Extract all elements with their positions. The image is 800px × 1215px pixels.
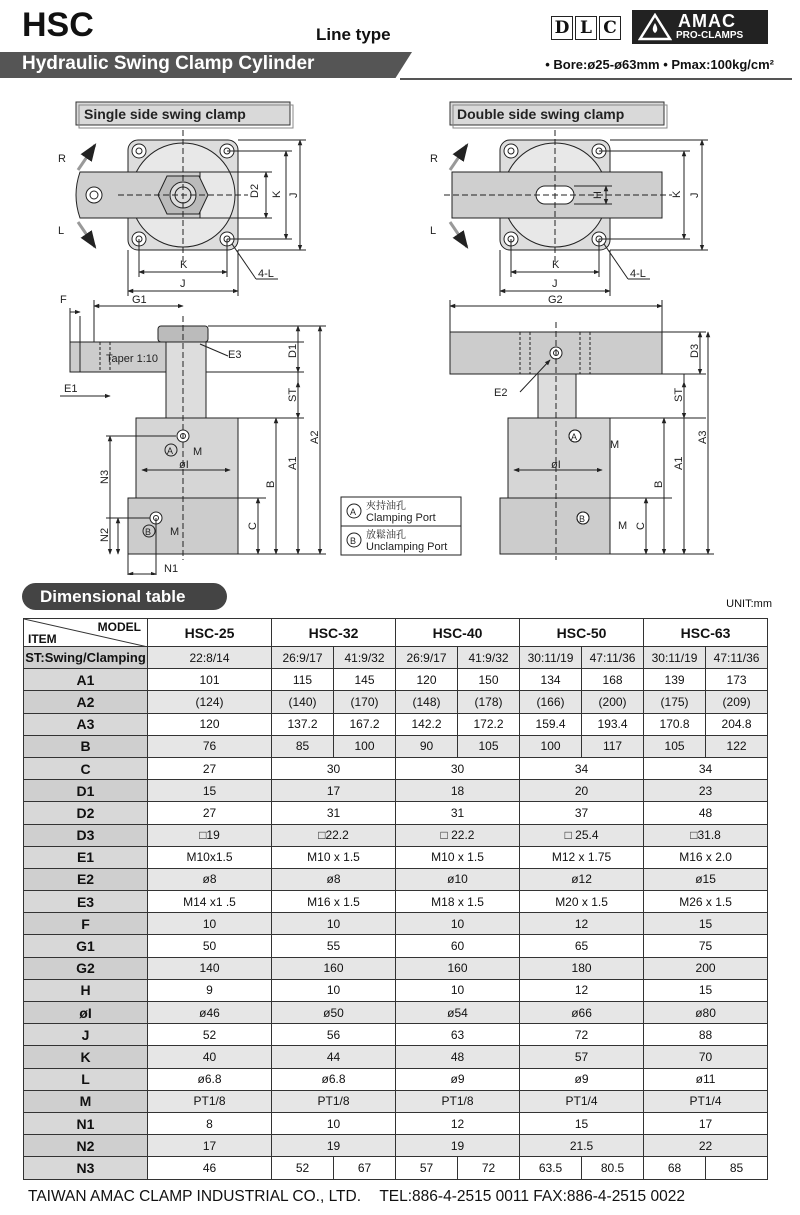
product-code: HSC xyxy=(22,6,94,44)
item-label: E3 xyxy=(24,891,148,913)
table-cell: M16 x 2.0 xyxy=(644,846,768,868)
table-cell: 173 xyxy=(706,669,768,691)
svg-text:G2: G2 xyxy=(548,294,563,306)
model-header: HSC-63 xyxy=(644,619,768,647)
table-cell: 46 xyxy=(148,1157,272,1179)
item-label: L xyxy=(24,1068,148,1090)
svg-text:J: J xyxy=(552,278,558,290)
table-cell: PT1/8 xyxy=(272,1090,396,1112)
svg-text:A1: A1 xyxy=(287,456,299,470)
table-cell: 168 xyxy=(582,669,644,691)
table-cell: 180 xyxy=(520,957,644,979)
svg-text:K: K xyxy=(180,259,188,271)
svg-text:G1: G1 xyxy=(132,294,147,306)
table-cell: 204.8 xyxy=(706,713,768,735)
brand-name: AMAC xyxy=(678,11,736,31)
table-cell: 72 xyxy=(520,1024,644,1046)
item-label: A2 xyxy=(24,691,148,713)
contact-info: TEL:886-4-2515 0011 FAX:886-4-2515 0022 xyxy=(379,1188,685,1205)
table-cell: 37 xyxy=(520,802,644,824)
table-cell: 10 xyxy=(272,1112,396,1134)
table-cell: 8 xyxy=(148,1112,272,1134)
svg-text:Clamping Port: Clamping Port xyxy=(366,512,436,524)
table-cell: □22.2 xyxy=(272,824,396,846)
svg-text:A2: A2 xyxy=(309,430,321,444)
item-label: J xyxy=(24,1024,148,1046)
table-cell: 27 xyxy=(148,757,272,779)
svg-text:H: H xyxy=(592,191,604,199)
table-cell: 50 xyxy=(148,935,272,957)
table-cell: 27 xyxy=(148,802,272,824)
svg-text:E3: E3 xyxy=(228,349,242,361)
table-cell: 170.8 xyxy=(644,713,706,735)
svg-text:A: A xyxy=(167,446,174,456)
item-label: G2 xyxy=(24,957,148,979)
svg-text:J: J xyxy=(180,278,186,290)
item-label: B xyxy=(24,735,148,757)
table-row xyxy=(24,913,768,935)
table-cell: ø8 xyxy=(272,868,396,890)
svg-text:M: M xyxy=(170,526,180,538)
svg-text:夾持油孔: 夾持油孔 xyxy=(366,501,406,512)
svg-text:M: M xyxy=(618,520,628,532)
table-cell: 167.2 xyxy=(334,713,396,735)
table-cell: M10x1.5 xyxy=(148,846,272,868)
table-cell: 15 xyxy=(644,979,768,1001)
svg-text:B: B xyxy=(265,480,277,488)
table-cell: 200 xyxy=(644,957,768,979)
table-cell: 17 xyxy=(272,780,396,802)
table-row xyxy=(24,891,768,913)
svg-text:A1: A1 xyxy=(673,456,685,470)
table-cell: 80.5 xyxy=(582,1157,644,1179)
table-cell: ø50 xyxy=(272,1002,396,1024)
table-cell: 117 xyxy=(582,735,644,757)
table-cell: ø66 xyxy=(520,1002,644,1024)
table-cell: □ 25.4 xyxy=(520,824,644,846)
footer xyxy=(28,1188,685,1206)
table-cell: 10 xyxy=(396,913,520,935)
table-row xyxy=(24,1068,768,1090)
svg-text:B: B xyxy=(145,527,152,537)
double-title: Double side swing clamp xyxy=(457,106,625,122)
dlc-logo xyxy=(551,16,621,40)
table-cell: 23 xyxy=(644,780,768,802)
table-row xyxy=(24,824,768,846)
svg-text:M: M xyxy=(610,439,620,451)
table-cell: PT1/4 xyxy=(520,1090,644,1112)
table-cell: 15 xyxy=(148,780,272,802)
item-label: K xyxy=(24,1046,148,1068)
table-row xyxy=(24,780,768,802)
table-cell: 21.5 xyxy=(520,1135,644,1157)
technical-drawing xyxy=(0,95,800,575)
spec-text: • Bore:ø25-ø63mm • Pmax:100kg/cm² xyxy=(545,57,774,72)
table-cell: 31 xyxy=(396,802,520,824)
table-cell: 85 xyxy=(272,735,334,757)
company-name: TAIWAN AMAC CLAMP INDUSTRIAL CO., LTD. xyxy=(28,1188,362,1205)
table-cell: 105 xyxy=(458,735,520,757)
table-cell: 159.4 xyxy=(520,713,582,735)
item-label: A1 xyxy=(24,669,148,691)
table-cell: 19 xyxy=(272,1135,396,1157)
table-row xyxy=(24,802,768,824)
model-header: HSC-50 xyxy=(520,619,644,647)
table-cell: 100 xyxy=(334,735,396,757)
item-label: E2 xyxy=(24,868,148,890)
svg-text:C: C xyxy=(635,522,647,530)
table-cell: 12 xyxy=(520,979,644,1001)
table-cell: PT1/8 xyxy=(148,1090,272,1112)
table-cell: ø80 xyxy=(644,1002,768,1024)
table-cell: □19 xyxy=(148,824,272,846)
table-cell: 22 xyxy=(644,1135,768,1157)
table-cell: 134 xyxy=(520,669,582,691)
table-cell: 88 xyxy=(644,1024,768,1046)
item-label: N3 xyxy=(24,1157,148,1179)
table-cell: 85 xyxy=(706,1157,768,1179)
table-cell: 19 xyxy=(396,1135,520,1157)
table-cell: ø10 xyxy=(396,868,520,890)
item-label: F xyxy=(24,913,148,935)
table-cell: M26 x 1.5 xyxy=(644,891,768,913)
table-row xyxy=(24,1024,768,1046)
svg-text:ST: ST xyxy=(287,387,299,402)
unit-label: UNIT:mm xyxy=(726,598,772,610)
table-cell: (178) xyxy=(458,691,520,713)
double-top-view xyxy=(444,130,708,296)
svg-text:øI: øI xyxy=(179,459,189,471)
table-row xyxy=(24,846,768,868)
table-cell: (209) xyxy=(706,691,768,713)
table-cell: ø6.8 xyxy=(148,1068,272,1090)
table-cell: 20 xyxy=(520,780,644,802)
table-cell: 63 xyxy=(396,1024,520,1046)
table-cell: 90 xyxy=(396,735,458,757)
table-row xyxy=(24,1157,768,1179)
svg-text:A: A xyxy=(571,432,578,442)
table-cell: 17 xyxy=(644,1112,768,1134)
table-cell: 172.2 xyxy=(458,713,520,735)
table-row xyxy=(24,1135,768,1157)
dlc-letter: L xyxy=(575,16,597,40)
svg-text:F: F xyxy=(60,294,67,306)
model-header: HSC-32 xyxy=(272,619,396,647)
table-cell: M20 x 1.5 xyxy=(520,891,644,913)
table-cell: 115 xyxy=(272,669,334,691)
item-label: D3 xyxy=(24,824,148,846)
table-cell: M10 x 1.5 xyxy=(396,846,520,868)
table-cell: 76 xyxy=(148,735,272,757)
table-cell: 52 xyxy=(272,1157,334,1179)
item-label: D1 xyxy=(24,780,148,802)
svg-text:A3: A3 xyxy=(697,430,709,444)
dlc-letter: C xyxy=(599,16,621,40)
table-cell: 101 xyxy=(148,669,272,691)
table-cell: 18 xyxy=(396,780,520,802)
table-cell: 72 xyxy=(458,1157,520,1179)
table-cell: 160 xyxy=(396,957,520,979)
product-title: Hydraulic Swing Clamp Cylinder xyxy=(22,53,315,74)
table-cell: 60 xyxy=(396,935,520,957)
svg-text:放鬆油孔: 放鬆油孔 xyxy=(366,530,406,541)
svg-text:D2: D2 xyxy=(249,183,261,198)
table-cell: 150 xyxy=(458,669,520,691)
table-cell: 193.4 xyxy=(582,713,644,735)
amac-logo xyxy=(632,10,768,44)
table-cell: 12 xyxy=(396,1112,520,1134)
table-row xyxy=(24,1002,768,1024)
table-cell: 34 xyxy=(520,757,644,779)
table-cell: 12 xyxy=(520,913,644,935)
svg-text:Taper 1:10: Taper 1:10 xyxy=(106,353,158,365)
item-label: C xyxy=(24,757,148,779)
table-cell: 15 xyxy=(644,913,768,935)
line-type-label: Line type xyxy=(316,25,391,44)
item-label: N1 xyxy=(24,1112,148,1134)
item-label: M xyxy=(24,1090,148,1112)
table-header-row xyxy=(24,619,768,647)
table-row xyxy=(24,868,768,890)
svg-text:Unclamping Port: Unclamping Port xyxy=(366,541,448,553)
table-cell: 9 xyxy=(148,979,272,1001)
svg-text:A: A xyxy=(350,507,357,517)
item-label: G1 xyxy=(24,935,148,957)
table-row: ST:Swing/Clamping 22:8/14 26:9/17 41:9/32 26:9/17 41:9/32 30:11/19 47:11/36 30:11/19 47:11/36 xyxy=(24,647,768,669)
table-cell: ø12 xyxy=(520,868,644,890)
item-label: D2 xyxy=(24,802,148,824)
table-cell: ø54 xyxy=(396,1002,520,1024)
table-cell: 48 xyxy=(644,802,768,824)
section-title: Dimensional table xyxy=(22,583,227,610)
table-cell: 15 xyxy=(520,1112,644,1134)
table-row xyxy=(24,935,768,957)
svg-text:D3: D3 xyxy=(689,343,701,358)
svg-text:R: R xyxy=(430,153,438,165)
table-cell: 65 xyxy=(520,935,644,957)
table-cell: 100 xyxy=(520,735,582,757)
svg-text:N1: N1 xyxy=(164,563,179,575)
table-cell: □ 22.2 xyxy=(396,824,520,846)
title-bar xyxy=(0,50,800,80)
svg-text:4-L: 4-L xyxy=(630,268,646,280)
svg-text:K: K xyxy=(271,190,283,198)
dlc-letter: D xyxy=(551,16,573,40)
table-cell: 68 xyxy=(644,1157,706,1179)
svg-text:K: K xyxy=(671,190,683,198)
svg-text:øI: øI xyxy=(551,459,561,471)
item-label: E1 xyxy=(24,846,148,868)
table-cell: 120 xyxy=(396,669,458,691)
svg-text:E2: E2 xyxy=(494,387,508,399)
table-cell: 52 xyxy=(148,1024,272,1046)
table-cell: 137.2 xyxy=(272,713,334,735)
table-cell: 75 xyxy=(644,935,768,957)
table-cell: PT1/4 xyxy=(644,1090,768,1112)
table-cell: 30 xyxy=(272,757,396,779)
table-cell: M10 x 1.5 xyxy=(272,846,396,868)
item-label: H xyxy=(24,979,148,1001)
table-cell: 44 xyxy=(272,1046,396,1068)
svg-text:L: L xyxy=(430,225,437,237)
table-row xyxy=(24,1090,768,1112)
svg-text:N3: N3 xyxy=(99,469,111,484)
table-row xyxy=(24,1046,768,1068)
svg-text:B: B xyxy=(653,480,665,488)
table-row xyxy=(24,979,768,1001)
table-cell: ø15 xyxy=(644,868,768,890)
table-cell: 145 xyxy=(334,669,396,691)
table-row xyxy=(24,757,768,779)
table-cell: 139 xyxy=(644,669,706,691)
table-cell: □31.8 xyxy=(644,824,768,846)
table-cell: ø8 xyxy=(148,868,272,890)
svg-text:E1: E1 xyxy=(64,383,78,395)
svg-text:D1: D1 xyxy=(287,343,299,358)
table-cell: ø46 xyxy=(148,1002,272,1024)
table-cell: 142.2 xyxy=(396,713,458,735)
table-cell: (124) xyxy=(148,691,272,713)
table-cell: 57 xyxy=(396,1157,458,1179)
table-cell: 56 xyxy=(272,1024,396,1046)
table-cell: M16 x 1.5 xyxy=(272,891,396,913)
table-cell: (166) xyxy=(520,691,582,713)
table-row xyxy=(24,957,768,979)
table-cell: (140) xyxy=(272,691,334,713)
model-header: HSC-40 xyxy=(396,619,520,647)
svg-text:K: K xyxy=(552,259,560,271)
table-cell: M14 x1 .5 xyxy=(148,891,272,913)
table-cell: 63.5 xyxy=(520,1157,582,1179)
table-cell: 17 xyxy=(148,1135,272,1157)
table-cell: 122 xyxy=(706,735,768,757)
table-cell: 48 xyxy=(396,1046,520,1068)
table-cell: 10 xyxy=(396,979,520,1001)
table-row xyxy=(24,735,768,757)
table-cell: 57 xyxy=(520,1046,644,1068)
table-cell: PT1/8 xyxy=(396,1090,520,1112)
table-cell: ø6.8 xyxy=(272,1068,396,1090)
svg-text:C: C xyxy=(247,522,259,530)
table-row xyxy=(24,713,768,735)
table-row xyxy=(24,669,768,691)
brand-subtitle: PRO-CLAMPS xyxy=(676,30,744,41)
table-cell: 55 xyxy=(272,935,396,957)
table-cell: ø9 xyxy=(396,1068,520,1090)
table-cell: 10 xyxy=(148,913,272,935)
table-cell: ø11 xyxy=(644,1068,768,1090)
svg-text:B: B xyxy=(579,514,586,524)
corner-cell: MODEL ITEM xyxy=(24,619,148,647)
item-label: øI xyxy=(24,1002,148,1024)
table-cell: 10 xyxy=(272,979,396,1001)
table-cell: 105 xyxy=(644,735,706,757)
svg-text:4-L: 4-L xyxy=(258,268,274,280)
table-cell: (175) xyxy=(644,691,706,713)
svg-text:N2: N2 xyxy=(99,527,111,542)
svg-text:M: M xyxy=(193,446,203,458)
model-header: HSC-25 xyxy=(148,619,272,647)
table-cell: M18 x 1.5 xyxy=(396,891,520,913)
table-cell: ø9 xyxy=(520,1068,644,1090)
svg-text:J: J xyxy=(288,192,300,198)
svg-text:B: B xyxy=(350,536,357,546)
table-cell: 140 xyxy=(148,957,272,979)
single-title: Single side swing clamp xyxy=(84,106,246,122)
table-cell: 31 xyxy=(272,802,396,824)
table-cell: 67 xyxy=(334,1157,396,1179)
table-cell: 70 xyxy=(644,1046,768,1068)
svg-text:ST: ST xyxy=(673,387,685,402)
table-cell: 120 xyxy=(148,713,272,735)
item-label: A3 xyxy=(24,713,148,735)
dimension-table xyxy=(23,618,768,1180)
table-cell: 34 xyxy=(644,757,768,779)
svg-text:L: L xyxy=(58,225,65,237)
table-row xyxy=(24,1112,768,1134)
svg-text:R: R xyxy=(58,153,66,165)
table-cell: 160 xyxy=(272,957,396,979)
table-cell: 30 xyxy=(396,757,520,779)
svg-text:J: J xyxy=(689,192,701,198)
table-cell: (200) xyxy=(582,691,644,713)
table-cell: 40 xyxy=(148,1046,272,1068)
table-cell: (170) xyxy=(334,691,396,713)
amac-triangle-icon xyxy=(638,13,672,41)
item-label: N2 xyxy=(24,1135,148,1157)
table-row xyxy=(24,691,768,713)
table-cell: 10 xyxy=(272,913,396,935)
table-cell: (148) xyxy=(396,691,458,713)
table-cell: M12 x 1.75 xyxy=(520,846,644,868)
